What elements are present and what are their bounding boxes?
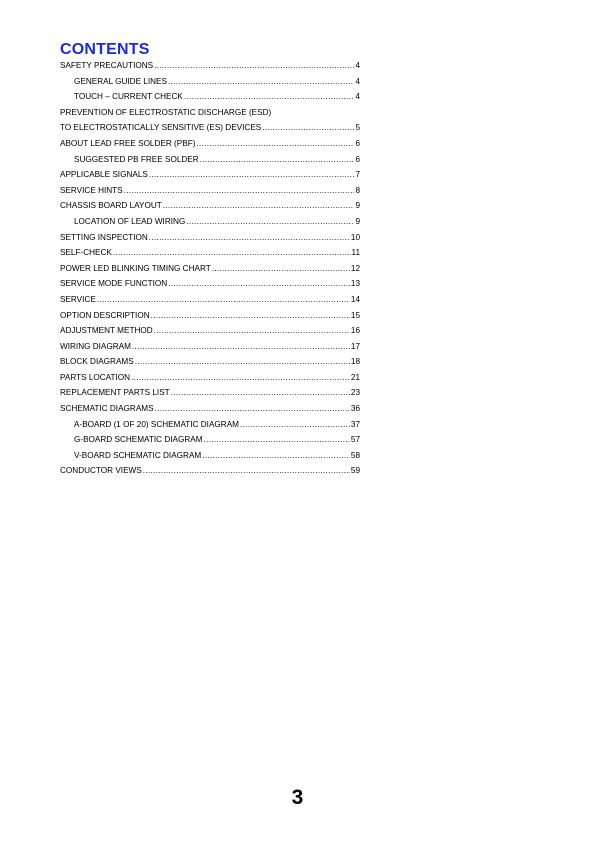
toc-entry-page: 12 <box>350 263 360 273</box>
toc-entry-label: PARTS LOCATION <box>60 372 131 382</box>
toc-entry-leader <box>168 74 354 90</box>
toc-entry-leader <box>171 385 350 401</box>
toc-entry-leader <box>149 230 350 246</box>
toc-entry[interactable] <box>60 308 360 324</box>
toc-entry[interactable] <box>60 58 360 74</box>
toc-entry-page: 10 <box>350 232 360 242</box>
toc-entry-leader <box>184 89 355 105</box>
toc-entry-label: SCHEMATIC DIAGRAMS <box>60 404 154 414</box>
toc-entry[interactable] <box>60 136 360 152</box>
toc-entry[interactable] <box>60 385 360 401</box>
toc-entry-label: SERVICE <box>60 294 96 304</box>
toc-entry-label: OPTION DESCRIPTION <box>60 310 150 320</box>
toc-entry-page: 16 <box>350 326 360 336</box>
toc-entry[interactable] <box>60 432 360 448</box>
toc-entry-label: V-BOARD SCHEMATIC DIAGRAM <box>74 450 202 460</box>
toc-entry-leader <box>168 276 350 292</box>
toc-entry-leader <box>155 401 350 417</box>
toc-entry-label: SUGGESTED PB FREE SOLDER <box>74 154 199 164</box>
toc-entry[interactable] <box>60 370 360 386</box>
toc-entry-leader <box>154 58 354 74</box>
toc-entry-leader <box>143 463 350 479</box>
toc-entry[interactable] <box>60 214 360 230</box>
toc-entry[interactable] <box>60 339 360 355</box>
toc-entry-leader <box>132 339 350 355</box>
toc-entry-label: PREVENTION OF ELECTROSTATIC DISCHARGE (ESD) <box>60 107 272 117</box>
toc-entry-label: SAFETY PRECAUTIONS <box>60 61 154 70</box>
toc-entry-label: SETTING INSPECTION <box>60 232 148 242</box>
toc-entry-page: 23 <box>350 388 360 398</box>
toc-entry[interactable] <box>60 198 360 214</box>
toc-entry[interactable] <box>60 120 360 136</box>
toc-entry-label: A-BOARD (1 OF 20) SCHEMATIC DIAGRAM <box>74 419 239 429</box>
toc-entry[interactable] <box>60 401 360 417</box>
toc-entry-label: ADJUSTMENT METHOD <box>60 326 153 336</box>
table-of-contents <box>60 58 360 479</box>
toc-entry-page: 4 <box>355 61 360 70</box>
toc-entry[interactable] <box>60 74 360 90</box>
toc-entry-page: 17 <box>350 341 360 351</box>
toc-entry[interactable] <box>60 323 360 339</box>
toc-entry[interactable] <box>60 448 360 464</box>
toc-entry-leader <box>131 370 350 386</box>
toc-entry-leader <box>124 183 355 199</box>
toc-entry[interactable] <box>60 183 360 199</box>
toc-entry[interactable] <box>60 105 360 121</box>
toc-entry-page: 21 <box>350 372 360 382</box>
toc-entry-label: CHASSIS BOARD LAYOUT <box>60 201 162 211</box>
toc-entry-label: WIRING DIAGRAM <box>60 341 131 351</box>
toc-entry-label: BLOCK DIAGRAMS <box>60 357 134 367</box>
toc-entry-label: GENERAL GUIDE LINES <box>74 76 167 86</box>
toc-entry[interactable] <box>60 230 360 246</box>
toc-entry-leader <box>204 432 350 448</box>
toc-entry-leader <box>262 120 354 136</box>
toc-entry-label: G-BOARD SCHEMATIC DIAGRAM <box>74 435 203 445</box>
toc-entry[interactable] <box>60 463 360 479</box>
toc-entry-label: POWER LED BLINKING TIMING CHART <box>60 263 211 273</box>
toc-entry-leader <box>154 323 350 339</box>
toc-entry-leader <box>135 354 350 370</box>
toc-entry[interactable] <box>60 152 360 168</box>
toc-entry-label: APPLICABLE SIGNALS <box>60 170 148 180</box>
toc-entry-leader <box>163 198 355 214</box>
toc-entry-page: 4 <box>355 76 360 86</box>
toc-entry-page: 8 <box>355 185 360 195</box>
toc-entry[interactable] <box>60 417 360 433</box>
toc-entry-page: 7 <box>355 170 360 180</box>
toc-entry-leader <box>186 214 354 230</box>
toc-entry-label: CONDUCTOR VIEWS <box>60 466 142 476</box>
page-number: 3 <box>291 786 304 809</box>
toc-entry-page: 6 <box>355 138 360 148</box>
toc-entry-page: 59 <box>350 466 360 476</box>
toc-entry-leader <box>113 245 351 261</box>
toc-entry-page: 58 <box>350 450 360 460</box>
toc-entry-leader <box>151 308 350 324</box>
toc-entry-label: REPLACEMENT PARTS LIST <box>60 388 170 398</box>
toc-entry[interactable] <box>60 354 360 370</box>
toc-entry-page: 57 <box>350 435 360 445</box>
toc-entry-label: TOUCH – CURRENT CHECK <box>74 92 183 102</box>
toc-entry-leader <box>149 167 355 183</box>
toc-entry-page: 4 <box>355 92 360 102</box>
toc-entry-page: 6 <box>355 154 360 164</box>
toc-entry-leader <box>240 417 350 433</box>
toc-entry-leader <box>202 448 350 464</box>
toc-entry-leader <box>200 152 355 168</box>
toc-entry-page: 9 <box>355 216 360 226</box>
toc-entry[interactable] <box>60 167 360 183</box>
toc-entry-page: 13 <box>350 279 360 289</box>
toc-entry-page: 5 <box>355 123 360 133</box>
toc-entry-leader <box>212 261 350 277</box>
toc-entry-label: TO ELECTROSTATICALLY SENSITIVE (ES) DEVICES <box>60 123 262 133</box>
toc-entry[interactable] <box>60 276 360 292</box>
toc-entry-page: 14 <box>350 294 360 304</box>
toc-entry-label: SERVICE MODE FUNCTION <box>60 279 168 289</box>
toc-entry-leader <box>196 136 354 152</box>
page-title: CONTENTS <box>60 41 150 58</box>
toc-entry[interactable] <box>60 245 360 261</box>
toc-entry-page: 9 <box>355 201 360 211</box>
toc-entry-label: LOCATION OF LEAD WIRING <box>74 216 186 226</box>
toc-entry[interactable] <box>60 292 360 308</box>
toc-entry-page: 18 <box>350 357 360 367</box>
toc-entry-page: 15 <box>350 310 360 320</box>
toc-entry[interactable] <box>60 261 360 277</box>
toc-entry-label: SELF-CHECK <box>60 248 112 258</box>
toc-entry-leader <box>97 292 350 308</box>
toc-entry-label: ABOUT LEAD FREE SOLDER (PBF) <box>60 138 196 148</box>
toc-entry-page: 36 <box>350 404 360 414</box>
toc-entry-page: 11 <box>351 248 360 258</box>
toc-entry-label: SERVICE HINTS <box>60 185 123 195</box>
toc-entry[interactable] <box>60 89 360 105</box>
toc-entry-page: 37 <box>350 419 360 429</box>
